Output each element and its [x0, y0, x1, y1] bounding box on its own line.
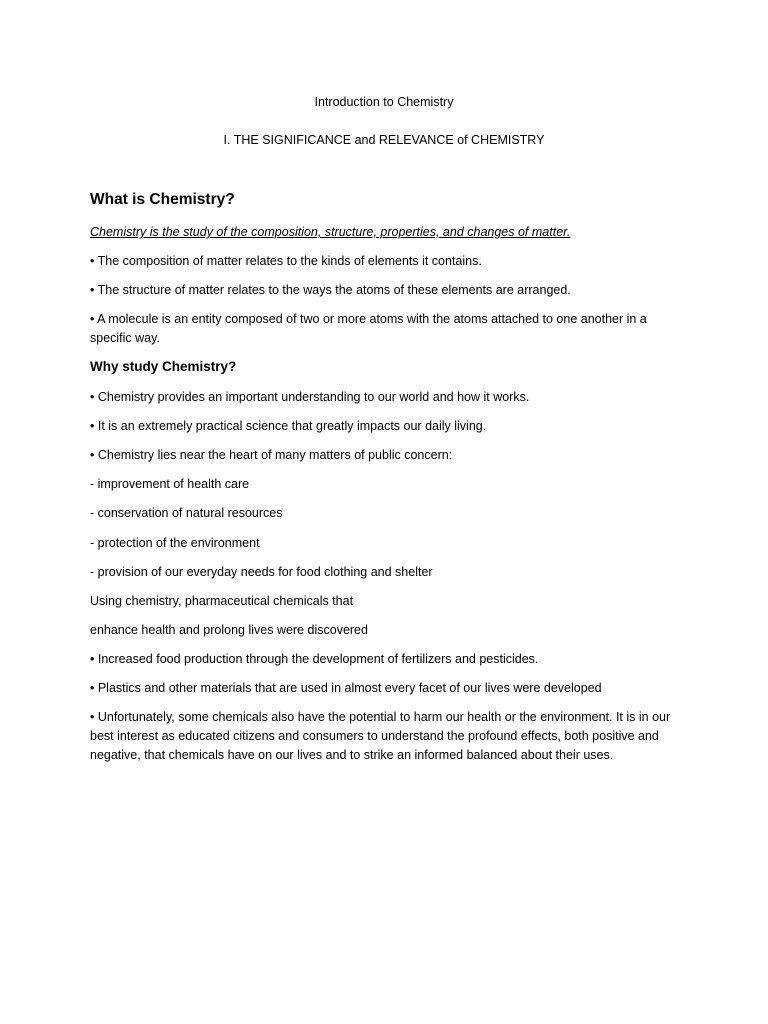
pharma-line-1: Using chemistry, pharmaceutical chemicals that: [90, 594, 354, 608]
document-title: Introduction to Chemistry: [314, 95, 454, 109]
what-bullet-1: • The composition of matter relates to the kinds of elements it contains.: [90, 254, 482, 268]
why-bullet-2: • It is an extremely practical science that greatly impacts our daily living.: [90, 419, 487, 433]
section-heading: I. THE SIGNIFICANCE and RELEVANCE of CHEMISTRY: [223, 133, 545, 147]
what-bullet-2: • The structure of matter relates to the ways the atoms of these elements are arranged.: [90, 283, 571, 297]
pharma-line-2: enhance health and prolong lives were discovered: [90, 623, 368, 637]
what-is-chemistry-heading: What is Chemistry?: [90, 191, 235, 208]
final-bullet-3: • Unfortunately, some chemicals also have the potential to harm our health or the environment. It is in our best interest as educated citizens and consumers to understand the profound effects, both positive and negative, that chemicals have on our lives and to strike an informed balanced about their uses.: [90, 710, 671, 762]
concern-item-2: - conservation of natural resources: [90, 506, 283, 520]
concern-item-4: - provision of our everyday needs for food clothing and shelter: [90, 565, 433, 579]
final-bullet-2: • Plastics and other materials that are used in almost every facet of our lives were developed: [90, 681, 602, 695]
final-bullet-1: • Increased food production through the development of fertilizers and pesticides.: [90, 652, 539, 666]
why-bullet-3: • Chemistry lies near the heart of many matters of public concern:: [90, 448, 453, 462]
what-bullet-3: • A molecule is an entity composed of two or more atoms with the atoms attached to one another in a specific way.: [90, 312, 647, 345]
chemistry-definition: Chemistry is the study of the composition, structure, properties, and changes of matter.: [90, 225, 571, 239]
concern-item-3: - protection of the environment: [90, 536, 260, 550]
concern-item-1: - improvement of health care: [90, 477, 250, 491]
why-bullet-1: • Chemistry provides an important understanding to our world and how it works.: [90, 390, 530, 404]
why-study-heading: Why study Chemistry?: [90, 359, 237, 374]
